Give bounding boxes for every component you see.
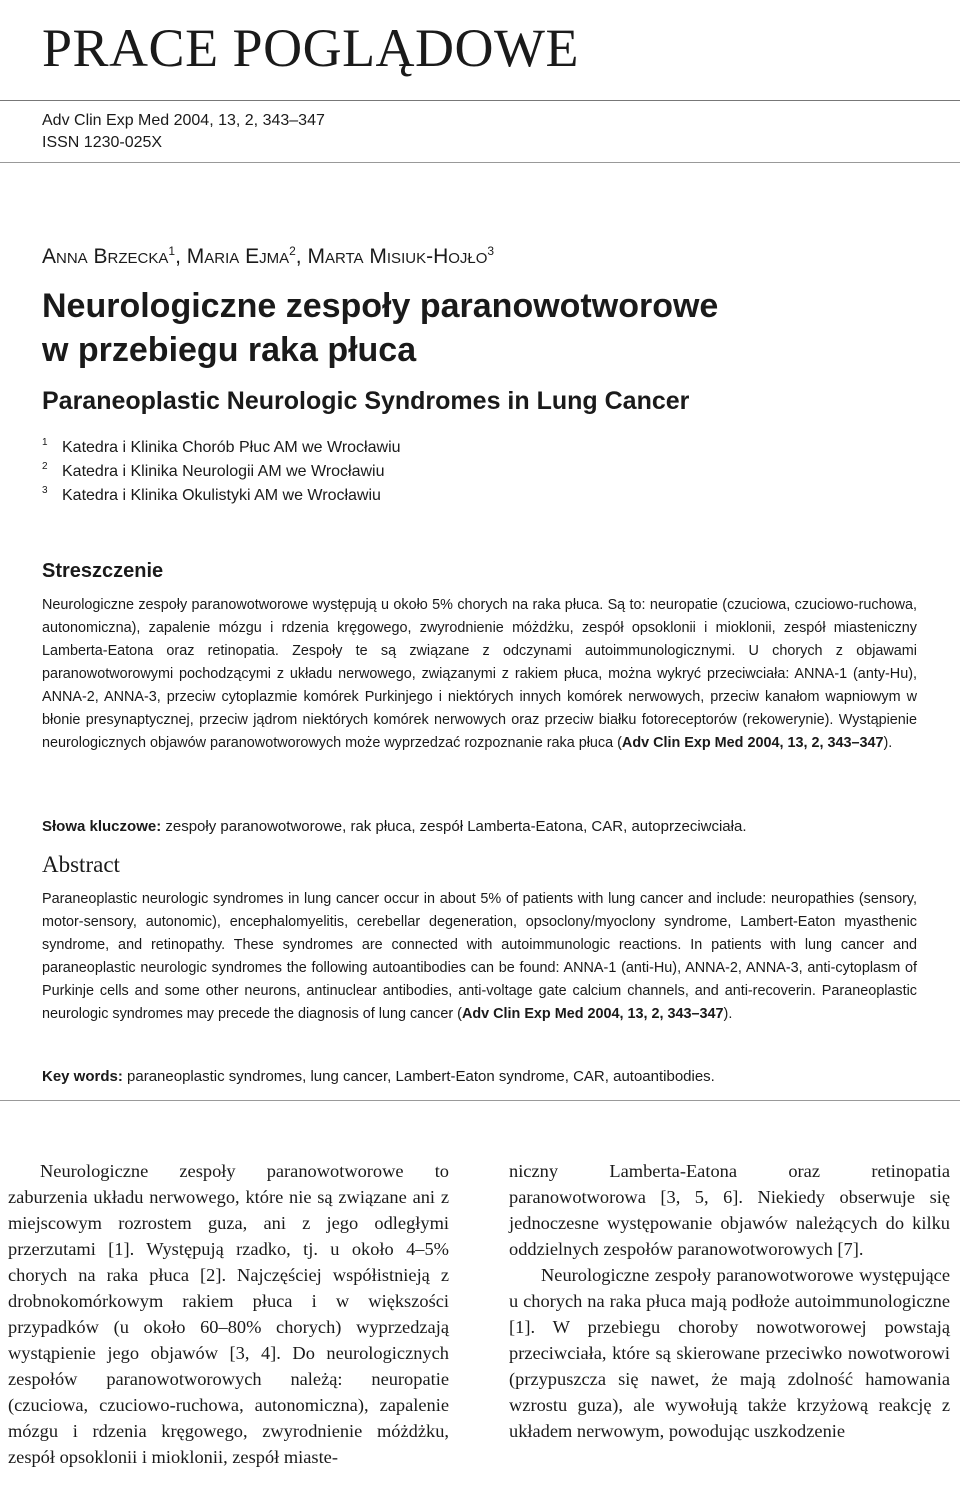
abstract-text: Paraneoplastic neurologic syndromes in lung cancer occur in about 5% of patients with lung cancer and include: neuropathies (sensory, motor-sensory, autonomic), encephalomyelitis, cerebellar degeneration, opsoclony/myoclony syndrome, Lambert-Eaton myasthenic syndrome, and retinopathy. These syndromes are connected with autoimmunologic reactions. In patients with lung cancer and paraneoplastic neurologic syndromes the following autoantibodies can be found: ANNA-1 (anti-Hu), ANNA-2, ANNA-3, anti-cytoplasm of Purkinje cells and some other neurons, antinuclear antibodies, anti-voltage gate calcium channels, and anti-recoverin. Paraneoplastic neurologic syndromes may precede the diagnosis of lung cancer (	[42, 891, 917, 1022]
abstract-heading: Abstract	[42, 852, 120, 877]
affiliation-list	[42, 436, 401, 508]
keywords-label: Key words:	[42, 1068, 123, 1085]
body-paragraph: Neurologiczne zespoły paranowotworowe występujące u chorych na raka płuca mają podłoże autoimmunologiczne [1]. W przebiegu choroby nowotworowej powstają przeciwciała, które są skierowane przeciwko nowotworowi (przypuszcza się nawet, że mają zdolność hamowania wzrostu guza), ale wywołują także krzyżową reakcję z układem nerwowym, powodując uszkodzenie	[509, 1265, 950, 1441]
streszczenie-heading: Streszczenie	[42, 560, 164, 582]
article-title-polish	[42, 284, 718, 372]
title-line: Neurologiczne zespoły paranowotworowe	[42, 287, 719, 325]
body-column-right	[509, 1158, 950, 1444]
keywords-polish	[42, 816, 942, 838]
affiliation	[42, 436, 401, 460]
affiliation-number: 2	[42, 461, 48, 472]
author-affiliation-mark: 1	[168, 244, 176, 258]
author-name: Anna Brzecka	[42, 245, 169, 268]
journal-info	[42, 110, 325, 154]
header-divider	[0, 100, 960, 101]
author-name: Marta Misiuk-Hojło	[307, 245, 488, 268]
section-title: PRACE POGLĄDOWE	[42, 18, 580, 78]
body-column-left	[8, 1158, 449, 1470]
author-name: Maria Ejma	[186, 245, 290, 268]
streszczenie-text: Neurologiczne zespoły paranowotworowe występują u około 5% chorych na raka płuca. Są to: neuropatie (czuciowa, czuciowo-ruchowa, autonomiczna), zapalenie mózgu i rdzenia kręgowego, zwyrodnienie móżdżku, zespół opsoklonii i mioklonii, zespół miasteniczny Lamberta-Eatona oraz retinopatia. Zespoły te są związane z odczynami autoimmunologicznymi. U chorych z objawami paranowotworowymi pochodzącymi z układu nerwowego, związanymi z rakiem płuca, można wykryć przeciwciała: ANNA-1 (anty-Hu), ANNA-2, ANNA-3, przeciw cytoplazmie komórek Purkinjego i niektórych innych komórek nerwowych, przeciw kanałom wapniowym w błonie presynaptycznej, przeciw jądrom niektórych komórek nerwowych oraz przeciw białku fotoreceptorów (rekowerynie). Wystąpienie neurologicznych objawów paranowotworowych może wyprzedzać rozpoznanie raka płuca (	[42, 597, 917, 751]
affiliation-text: Katedra i Klinika Chorób Płuc AM we Wrocławiu	[62, 439, 401, 456]
author-affiliation-mark: 2	[289, 244, 296, 258]
title-line: w przebiegu raka płuca	[42, 331, 417, 369]
abstract-end: ).	[723, 1006, 733, 1022]
keywords-label: Słowa kluczowe:	[42, 818, 162, 835]
abstract-body	[42, 888, 917, 1026]
author-list: Anna Brzecka$^1$, Maria Ejma$^2$, Marta Misiuk-Hojło$^3$	[42, 244, 495, 268]
article-title-english: Paraneoplastic Neurologic Syndromes in Lung Cancer	[42, 387, 690, 415]
streszczenie-body	[42, 594, 917, 755]
author-affiliation-mark: 3	[487, 244, 495, 258]
keywords-text: paraneoplastic syndromes, lung cancer, Lambert-Eaton syndrome, CAR, autoantibodies.	[122, 1068, 715, 1085]
journal-citation: Adv Clin Exp Med 2004, 13, 2, 343–347	[42, 112, 325, 129]
streszczenie-end: ).	[883, 735, 893, 751]
keywords-text: zespoły paranowotworowe, rak płuca, zespół Lamberta-Eatona, CAR, autoprzeciwciała.	[161, 818, 747, 835]
affiliation-number: 1	[42, 437, 48, 448]
abstract-citation: Adv Clin Exp Med 2004, 13, 2, 343–347	[461, 1006, 724, 1022]
affiliation-text: Katedra i Klinika Okulistyki AM we Wrocławiu	[62, 487, 381, 504]
abstract-divider	[0, 1100, 960, 1101]
keywords-english	[42, 1066, 942, 1088]
streszczenie-citation: Adv Clin Exp Med 2004, 13, 2, 343–347	[621, 735, 884, 751]
affiliation-number: 3	[42, 485, 48, 496]
body-paragraph: Neurologiczne zespoły paranowotworowe to zaburzenia układu nerwowego, które nie są związane ani z miejscowym rozrostem guza, ani z jego odległymi przerzutami [1]. Występują rzadko, tj. u około 4–5% chorych na raka płuca [2]. Najczęściej współistnieją z drobnokomórkowym rakiem płuca i w większości przypadków (u około 60–80% chorych) wyprzedzają wystąpienie jego objawów [3, 4]. Do neurologicznych zespołów paranowotworowych należą: neuropatie (czuciowa, czuciowo-ruchowa, autonomiczna), zapalenie mózgu i rdzenia kręgowego, zwyrodnienie móżdżku, zespół opsoklonii i mioklonii, zespół miaste-	[8, 1161, 449, 1467]
journal-divider	[0, 162, 960, 163]
affiliation	[42, 460, 401, 484]
affiliation	[42, 484, 401, 508]
body-paragraph: niczny Lamberta-Eatona oraz retinopatia paranowotworowa [3, 5, 6]. Niekiedy obserwuje się jednoczesne występowanie objawów należących do kilku oddzielnych zespołów paranowotworowych [7].	[509, 1161, 950, 1259]
journal-issn: ISSN 1230-025X	[42, 134, 163, 151]
affiliation-text: Katedra i Klinika Neurologii AM we Wrocławiu	[62, 463, 385, 480]
